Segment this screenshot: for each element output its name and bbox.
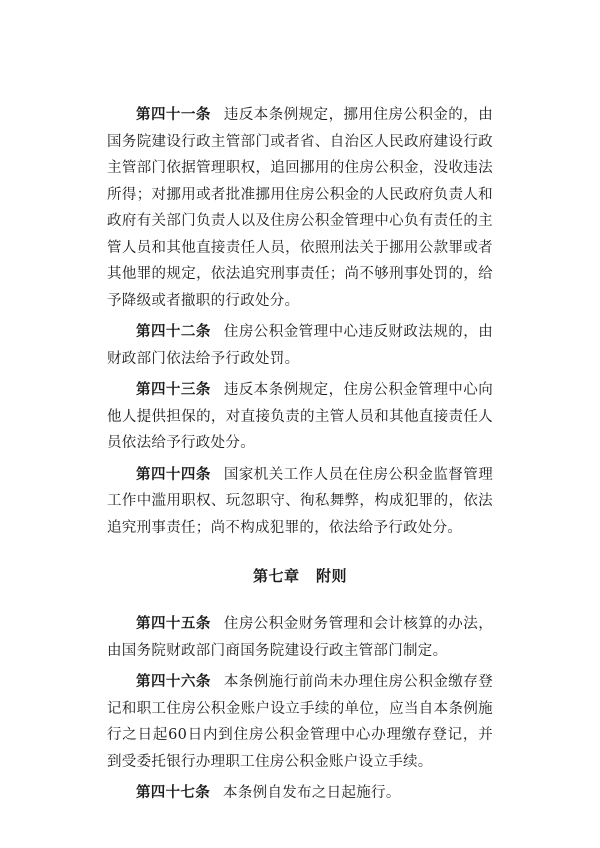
- article-heading: 第四十三条: [136, 382, 211, 398]
- article-43: [107, 377, 493, 457]
- article-body: 国家机关工作人员在住房公积金监督管理工作中滥用职权、玩忽职守、徇私舞弊，构成犯罪的，依法追究刑事责任；尚不构成犯罪的，依法给予行政处分。: [107, 466, 493, 536]
- chapter-title: [107, 563, 493, 589]
- article-47: [107, 780, 493, 807]
- article-45: [107, 611, 493, 664]
- article-42: [107, 319, 493, 372]
- article-41: [107, 102, 493, 314]
- article-body: 住房公积金财务管理和会计核算的办法，由国务院财政部门商国务院建设行政主管部门制定。: [107, 616, 493, 659]
- article-body: 本条例施行前尚未办理住房公积金缴存登记和职工住房公积金账户设立手续的单位，应当自本条例施行之日起60日内到住房公积金管理中心办理缴存登记，并到受委托银行办理职工住房公积金账户设立手续。: [107, 674, 493, 770]
- article-heading: 第四十五条: [136, 616, 211, 632]
- article-46: [107, 669, 493, 775]
- article-44: [107, 462, 493, 542]
- article-heading: 第四十六条: [136, 674, 211, 690]
- document-page: [107, 102, 493, 812]
- article-heading: 第四十四条: [136, 466, 211, 483]
- article-body: 住房公积金管理中心违反财政法规的，由财政部门依法给予行政处罚。: [107, 324, 493, 367]
- article-heading: 第四十一条: [136, 107, 211, 123]
- article-heading: 第四十二条: [136, 324, 211, 340]
- chapter-name: 附则: [316, 567, 348, 585]
- article-heading: 第四十七条: [136, 785, 210, 801]
- chapter-number: 第七章: [252, 567, 300, 585]
- article-body: 违反本条例规定，住房公积金管理中心向他人提供担保的，对直接负责的主管人员和其他直接责任人员依法给予行政处分。: [107, 382, 493, 451]
- article-body: 违反本条例规定，挪用住房公积金的，由国务院建设行政主管部门或者省、自治区人民政府建设行政主管部门依据管理职权，追回挪用的住房公积金，没收违法所得；对挪用或者批准挪用住房公积金的人民政府负责人和政府有关部门负责人以及住房公积金管理中心负有责任的主管人员和其他直接责任人员，依照刑法关于挪用公款罪或者其他罪的规定，依法追究刑事责任；尚不够刑事处罚的，给予降级或者撤职的行政处分。: [107, 107, 493, 309]
- article-body: 本条例自发布之日起施行。: [223, 785, 401, 801]
